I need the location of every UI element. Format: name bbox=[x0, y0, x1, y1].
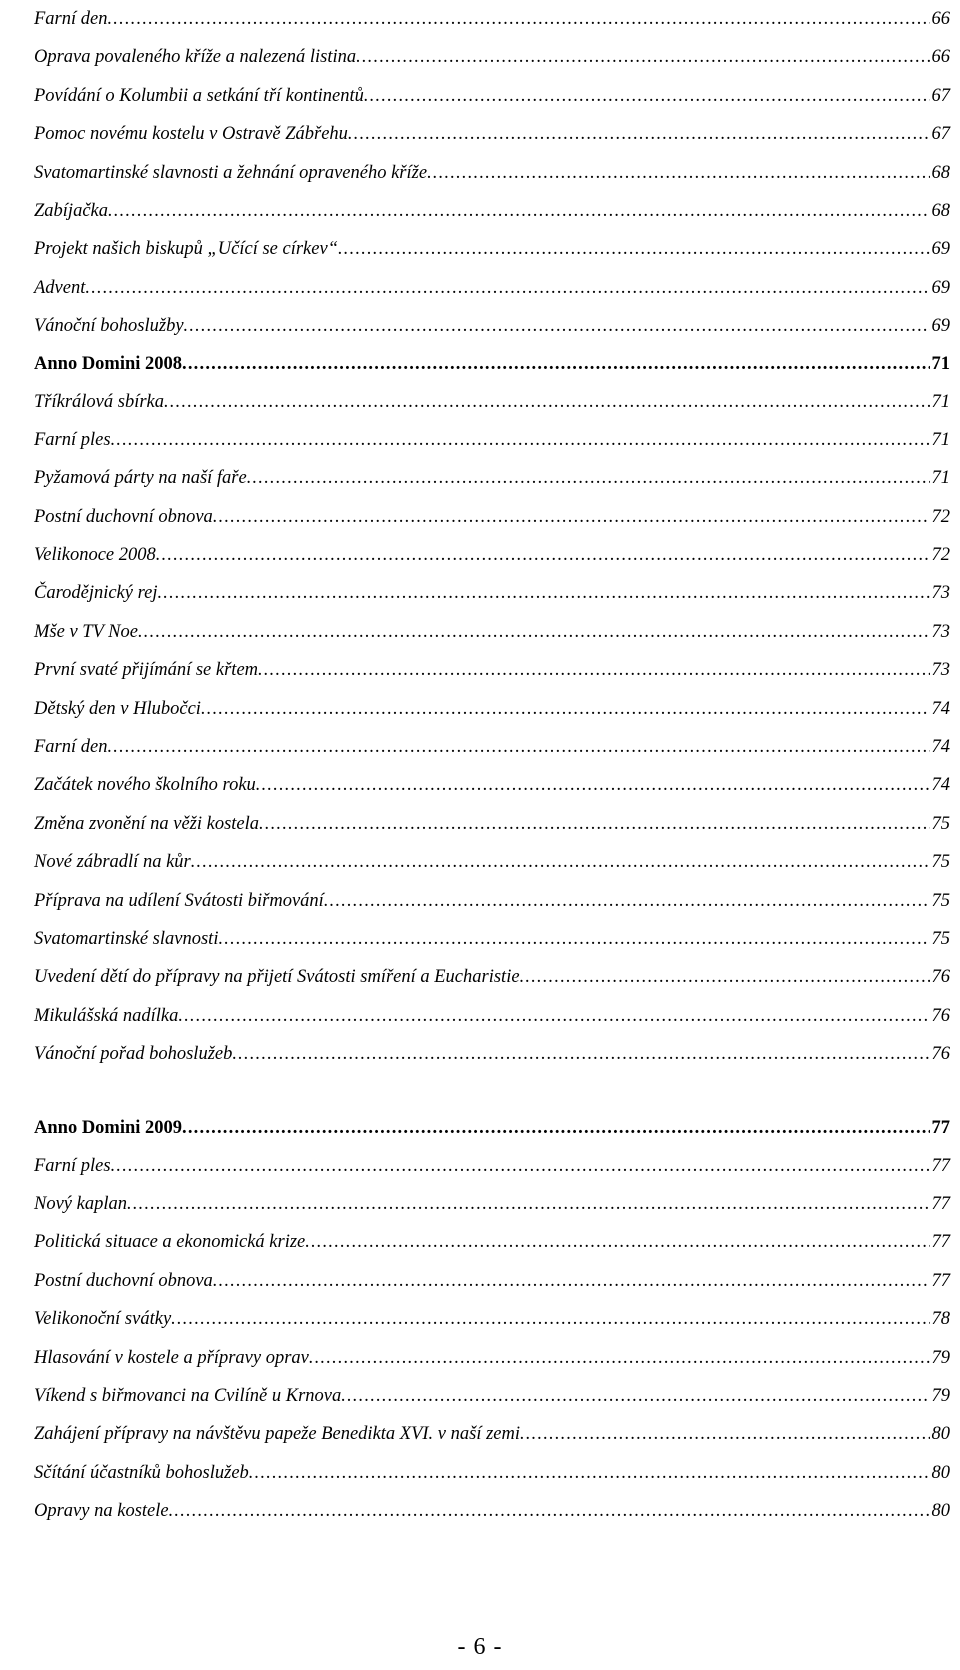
toc-entry[interactable] bbox=[34, 1415, 950, 1453]
toc-entry-title: Postní duchovní obnova bbox=[34, 1270, 213, 1291]
toc-entry[interactable] bbox=[34, 38, 950, 76]
toc-entry-title: Svatomartinské slavnosti a žehnání opraveného kříže bbox=[34, 162, 428, 183]
toc-entry-page: 74 bbox=[931, 737, 950, 758]
toc-entry-title: Dětský den v Hlubočci bbox=[34, 698, 201, 719]
toc-dot-leader bbox=[157, 574, 929, 612]
toc-entry[interactable] bbox=[34, 574, 950, 612]
toc-entry-title: První svaté přijímání se křtem bbox=[34, 660, 259, 681]
toc-dot-leader bbox=[201, 690, 930, 728]
toc-entry[interactable] bbox=[34, 192, 950, 230]
toc-entry-title: Uvedení dětí do přípravy na přijetí Svátosti smíření a Eucharistie bbox=[34, 967, 520, 988]
toc-entry-page: 75 bbox=[931, 928, 950, 949]
toc-entry-title: Farní den bbox=[34, 737, 108, 758]
toc-entry-title: Povídání o Kolumbii a setkání tří kontinentů bbox=[34, 85, 364, 106]
toc-entry[interactable] bbox=[34, 536, 950, 574]
toc-entry[interactable] bbox=[34, 498, 950, 536]
toc-entry[interactable] bbox=[34, 307, 950, 345]
toc-entry-page: 80 bbox=[931, 1501, 950, 1522]
toc-entry-title: Pomoc novému kostelu v Ostravě Zábřehu bbox=[34, 124, 348, 145]
toc-dot-leader bbox=[258, 651, 929, 689]
toc-dot-leader bbox=[341, 1377, 929, 1415]
toc-entry-title: Příprava na udílení Svátosti biřmování bbox=[34, 890, 324, 911]
toc-entry-page: 77 bbox=[931, 1232, 950, 1253]
toc-entry-page: 66 bbox=[931, 9, 950, 29]
toc-entry[interactable] bbox=[34, 383, 950, 421]
toc-dot-leader bbox=[107, 728, 929, 766]
toc-entry[interactable] bbox=[34, 613, 950, 651]
toc-entry[interactable] bbox=[34, 1454, 950, 1492]
toc-entry[interactable] bbox=[34, 843, 950, 881]
toc-entry-page: 77 bbox=[931, 1193, 950, 1214]
toc-entry[interactable] bbox=[34, 766, 950, 804]
table-of-contents bbox=[34, 0, 950, 1530]
toc-entry-page: 67 bbox=[931, 85, 950, 106]
toc-entry-page: 76 bbox=[931, 1005, 950, 1026]
toc-entry[interactable] bbox=[34, 690, 950, 728]
toc-dot-leader bbox=[213, 498, 930, 536]
toc-entry-page: 77 bbox=[931, 1270, 950, 1291]
toc-entry[interactable] bbox=[34, 77, 950, 115]
toc-dot-leader bbox=[191, 843, 930, 881]
toc-section-2009 bbox=[34, 1147, 950, 1531]
toc-entry-title: Farní ples bbox=[34, 1155, 111, 1176]
toc-dot-leader bbox=[232, 1035, 929, 1073]
toc-entry-title: Velikonoce 2008 bbox=[34, 545, 156, 566]
toc-entry[interactable] bbox=[34, 1300, 950, 1338]
toc-entry[interactable] bbox=[34, 728, 950, 766]
page-number: - 6 - bbox=[457, 1634, 503, 1660]
toc-entry[interactable] bbox=[34, 958, 950, 996]
toc-dot-leader bbox=[171, 1300, 929, 1338]
toc-entry-page: 72 bbox=[931, 545, 950, 566]
toc-entry-title: Farní den bbox=[34, 9, 108, 29]
toc-entry-page: 71 bbox=[931, 429, 950, 450]
toc-entry-page: 69 bbox=[931, 277, 950, 298]
toc-entry-title: Mikulášská nadílka bbox=[34, 1005, 179, 1026]
toc-dot-leader bbox=[218, 920, 929, 958]
toc-dot-leader bbox=[309, 1339, 930, 1377]
toc-entry-title: Mše v TV Noe bbox=[34, 621, 138, 642]
section-spacer bbox=[34, 1074, 950, 1110]
toc-dot-leader bbox=[111, 421, 930, 459]
toc-entry[interactable] bbox=[34, 1339, 950, 1377]
toc-entry[interactable] bbox=[34, 421, 950, 459]
toc-dot-leader bbox=[247, 459, 930, 497]
toc-dot-leader bbox=[305, 1223, 929, 1261]
toc-dot-leader bbox=[338, 230, 930, 268]
toc-entry-title: Politická situace a ekonomická krize bbox=[34, 1232, 306, 1253]
toc-entry-title: Tříkrálová sbírka bbox=[34, 391, 165, 412]
toc-heading-title: Anno Domini 2009 bbox=[34, 1117, 183, 1138]
toc-entry[interactable] bbox=[34, 1262, 950, 1300]
toc-entry-page: 75 bbox=[931, 852, 950, 873]
toc-dot-leader bbox=[164, 383, 929, 421]
toc-section-2007 bbox=[34, 0, 950, 346]
toc-dot-leader bbox=[156, 536, 930, 574]
toc-entry-page: 74 bbox=[931, 775, 950, 796]
toc-heading-title: Anno Domini 2008 bbox=[34, 353, 183, 374]
toc-entry[interactable] bbox=[34, 920, 950, 958]
toc-entry-page: 66 bbox=[931, 47, 950, 68]
toc-dot-leader bbox=[256, 766, 930, 804]
toc-entry-title: Projekt našich biskupů „Učící se církev“ bbox=[34, 239, 338, 260]
toc-dot-leader bbox=[427, 154, 929, 192]
toc-entry-page: 77 bbox=[931, 1155, 950, 1176]
toc-entry-title: Nové zábradlí na kůr bbox=[34, 852, 191, 873]
toc-dot-leader bbox=[520, 958, 930, 996]
toc-entry-title: Vánoční pořad bohoslužeb bbox=[34, 1044, 233, 1065]
toc-dot-leader bbox=[348, 115, 930, 153]
toc-entry[interactable] bbox=[34, 1223, 950, 1261]
toc-entry-page: 69 bbox=[931, 239, 950, 260]
toc-heading-page: 77 bbox=[931, 1117, 950, 1138]
toc-entry-page: 74 bbox=[931, 698, 950, 719]
toc-dot-leader bbox=[169, 1492, 930, 1530]
toc-entry-page: 73 bbox=[931, 660, 950, 681]
toc-entry-title: Advent bbox=[34, 277, 86, 298]
toc-heading-2008[interactable] bbox=[34, 346, 950, 383]
toc-entry-title: Zabíjačka bbox=[34, 200, 108, 221]
toc-dot-leader bbox=[259, 805, 929, 843]
toc-entry[interactable] bbox=[34, 269, 950, 307]
toc-entry[interactable] bbox=[34, 459, 950, 497]
toc-entry-page: 69 bbox=[931, 316, 950, 337]
toc-entry-title: Změna zvonění na věži kostela bbox=[34, 813, 260, 834]
toc-entry-title: Víkend s biřmovanci na Cvilíně u Krnova bbox=[34, 1385, 342, 1406]
toc-entry-page: 73 bbox=[931, 621, 950, 642]
toc-dot-leader bbox=[178, 997, 929, 1035]
toc-entry-title: Nový kaplan bbox=[34, 1193, 127, 1214]
toc-entry-page: 79 bbox=[931, 1347, 950, 1368]
toc-entry[interactable] bbox=[34, 1377, 950, 1415]
toc-entry-title: Sčítání účastníků bohoslužeb bbox=[34, 1462, 249, 1483]
toc-entry-title: Opravy na kostele bbox=[34, 1501, 169, 1522]
toc-entry[interactable] bbox=[34, 1185, 950, 1223]
toc-dot-leader bbox=[182, 1110, 929, 1147]
toc-entry-page: 75 bbox=[931, 813, 950, 834]
toc-entry-title: Hlasování v kostele a přípravy oprav bbox=[34, 1347, 309, 1368]
toc-entry-page: 75 bbox=[931, 890, 950, 911]
toc-entry-title: Farní ples bbox=[34, 429, 111, 450]
toc-dot-leader bbox=[138, 613, 930, 651]
toc-dot-leader bbox=[111, 1147, 930, 1185]
toc-entry-page: 67 bbox=[931, 124, 950, 145]
toc-entry[interactable] bbox=[34, 0, 950, 38]
toc-dot-leader bbox=[108, 192, 930, 230]
toc-dot-leader bbox=[356, 38, 929, 76]
toc-entry-page: 71 bbox=[931, 468, 950, 489]
toc-entry-page: 76 bbox=[931, 967, 950, 988]
toc-entry-page: 68 bbox=[931, 162, 950, 183]
toc-entry[interactable] bbox=[34, 805, 950, 843]
toc-entry-title: Velikonoční svátky bbox=[34, 1309, 172, 1330]
toc-entry-page: 73 bbox=[931, 583, 950, 604]
toc-entry[interactable] bbox=[34, 882, 950, 920]
toc-dot-leader bbox=[85, 269, 929, 307]
toc-entry[interactable] bbox=[34, 230, 950, 268]
toc-entry-title: Postní duchovní obnova bbox=[34, 506, 213, 527]
toc-dot-leader bbox=[213, 1262, 930, 1300]
toc-entry[interactable] bbox=[34, 1147, 950, 1185]
toc-entry-title: Zahájení přípravy na návštěvu papeže Benedikta XVI. v naší zemi bbox=[34, 1424, 521, 1445]
toc-entry-page: 76 bbox=[931, 1044, 950, 1065]
toc-entry[interactable] bbox=[34, 1035, 950, 1073]
toc-entry-page: 72 bbox=[931, 506, 950, 527]
toc-entry-title: Začátek nového školního roku bbox=[34, 775, 256, 796]
toc-dot-leader bbox=[184, 307, 930, 345]
toc-entry-title: Svatomartinské slavnosti bbox=[34, 928, 219, 949]
toc-entry[interactable] bbox=[34, 997, 950, 1035]
toc-dot-leader bbox=[249, 1454, 930, 1492]
toc-dot-leader bbox=[182, 346, 929, 383]
toc-entry-title: Oprava povaleného kříže a nalezená listina bbox=[34, 47, 357, 68]
toc-entry-title: Pyžamová párty na naší faře bbox=[34, 468, 247, 489]
toc-entry[interactable] bbox=[34, 115, 950, 153]
toc-entry[interactable] bbox=[34, 651, 950, 689]
toc-entry-title: Čarodějnický rej bbox=[34, 583, 158, 604]
toc-entry-page: 80 bbox=[931, 1424, 950, 1445]
toc-dot-leader bbox=[520, 1415, 929, 1453]
toc-entry-page: 79 bbox=[931, 1385, 950, 1406]
toc-entry-page: 71 bbox=[931, 391, 950, 412]
toc-entry-page: 68 bbox=[931, 200, 950, 221]
toc-heading-page: 71 bbox=[931, 353, 950, 374]
toc-entry-page: 78 bbox=[931, 1309, 950, 1330]
toc-entry[interactable] bbox=[34, 1492, 950, 1530]
toc-entry[interactable] bbox=[34, 154, 950, 192]
toc-dot-leader bbox=[324, 882, 930, 920]
toc-section-2008 bbox=[34, 383, 950, 1074]
toc-dot-leader bbox=[127, 1185, 930, 1223]
toc-entry-title: Vánoční bohoslužby bbox=[34, 316, 184, 337]
toc-dot-leader bbox=[364, 77, 930, 115]
toc-entry-page: 80 bbox=[931, 1462, 950, 1483]
toc-dot-leader bbox=[107, 0, 929, 38]
toc-heading-2009[interactable] bbox=[34, 1110, 950, 1147]
